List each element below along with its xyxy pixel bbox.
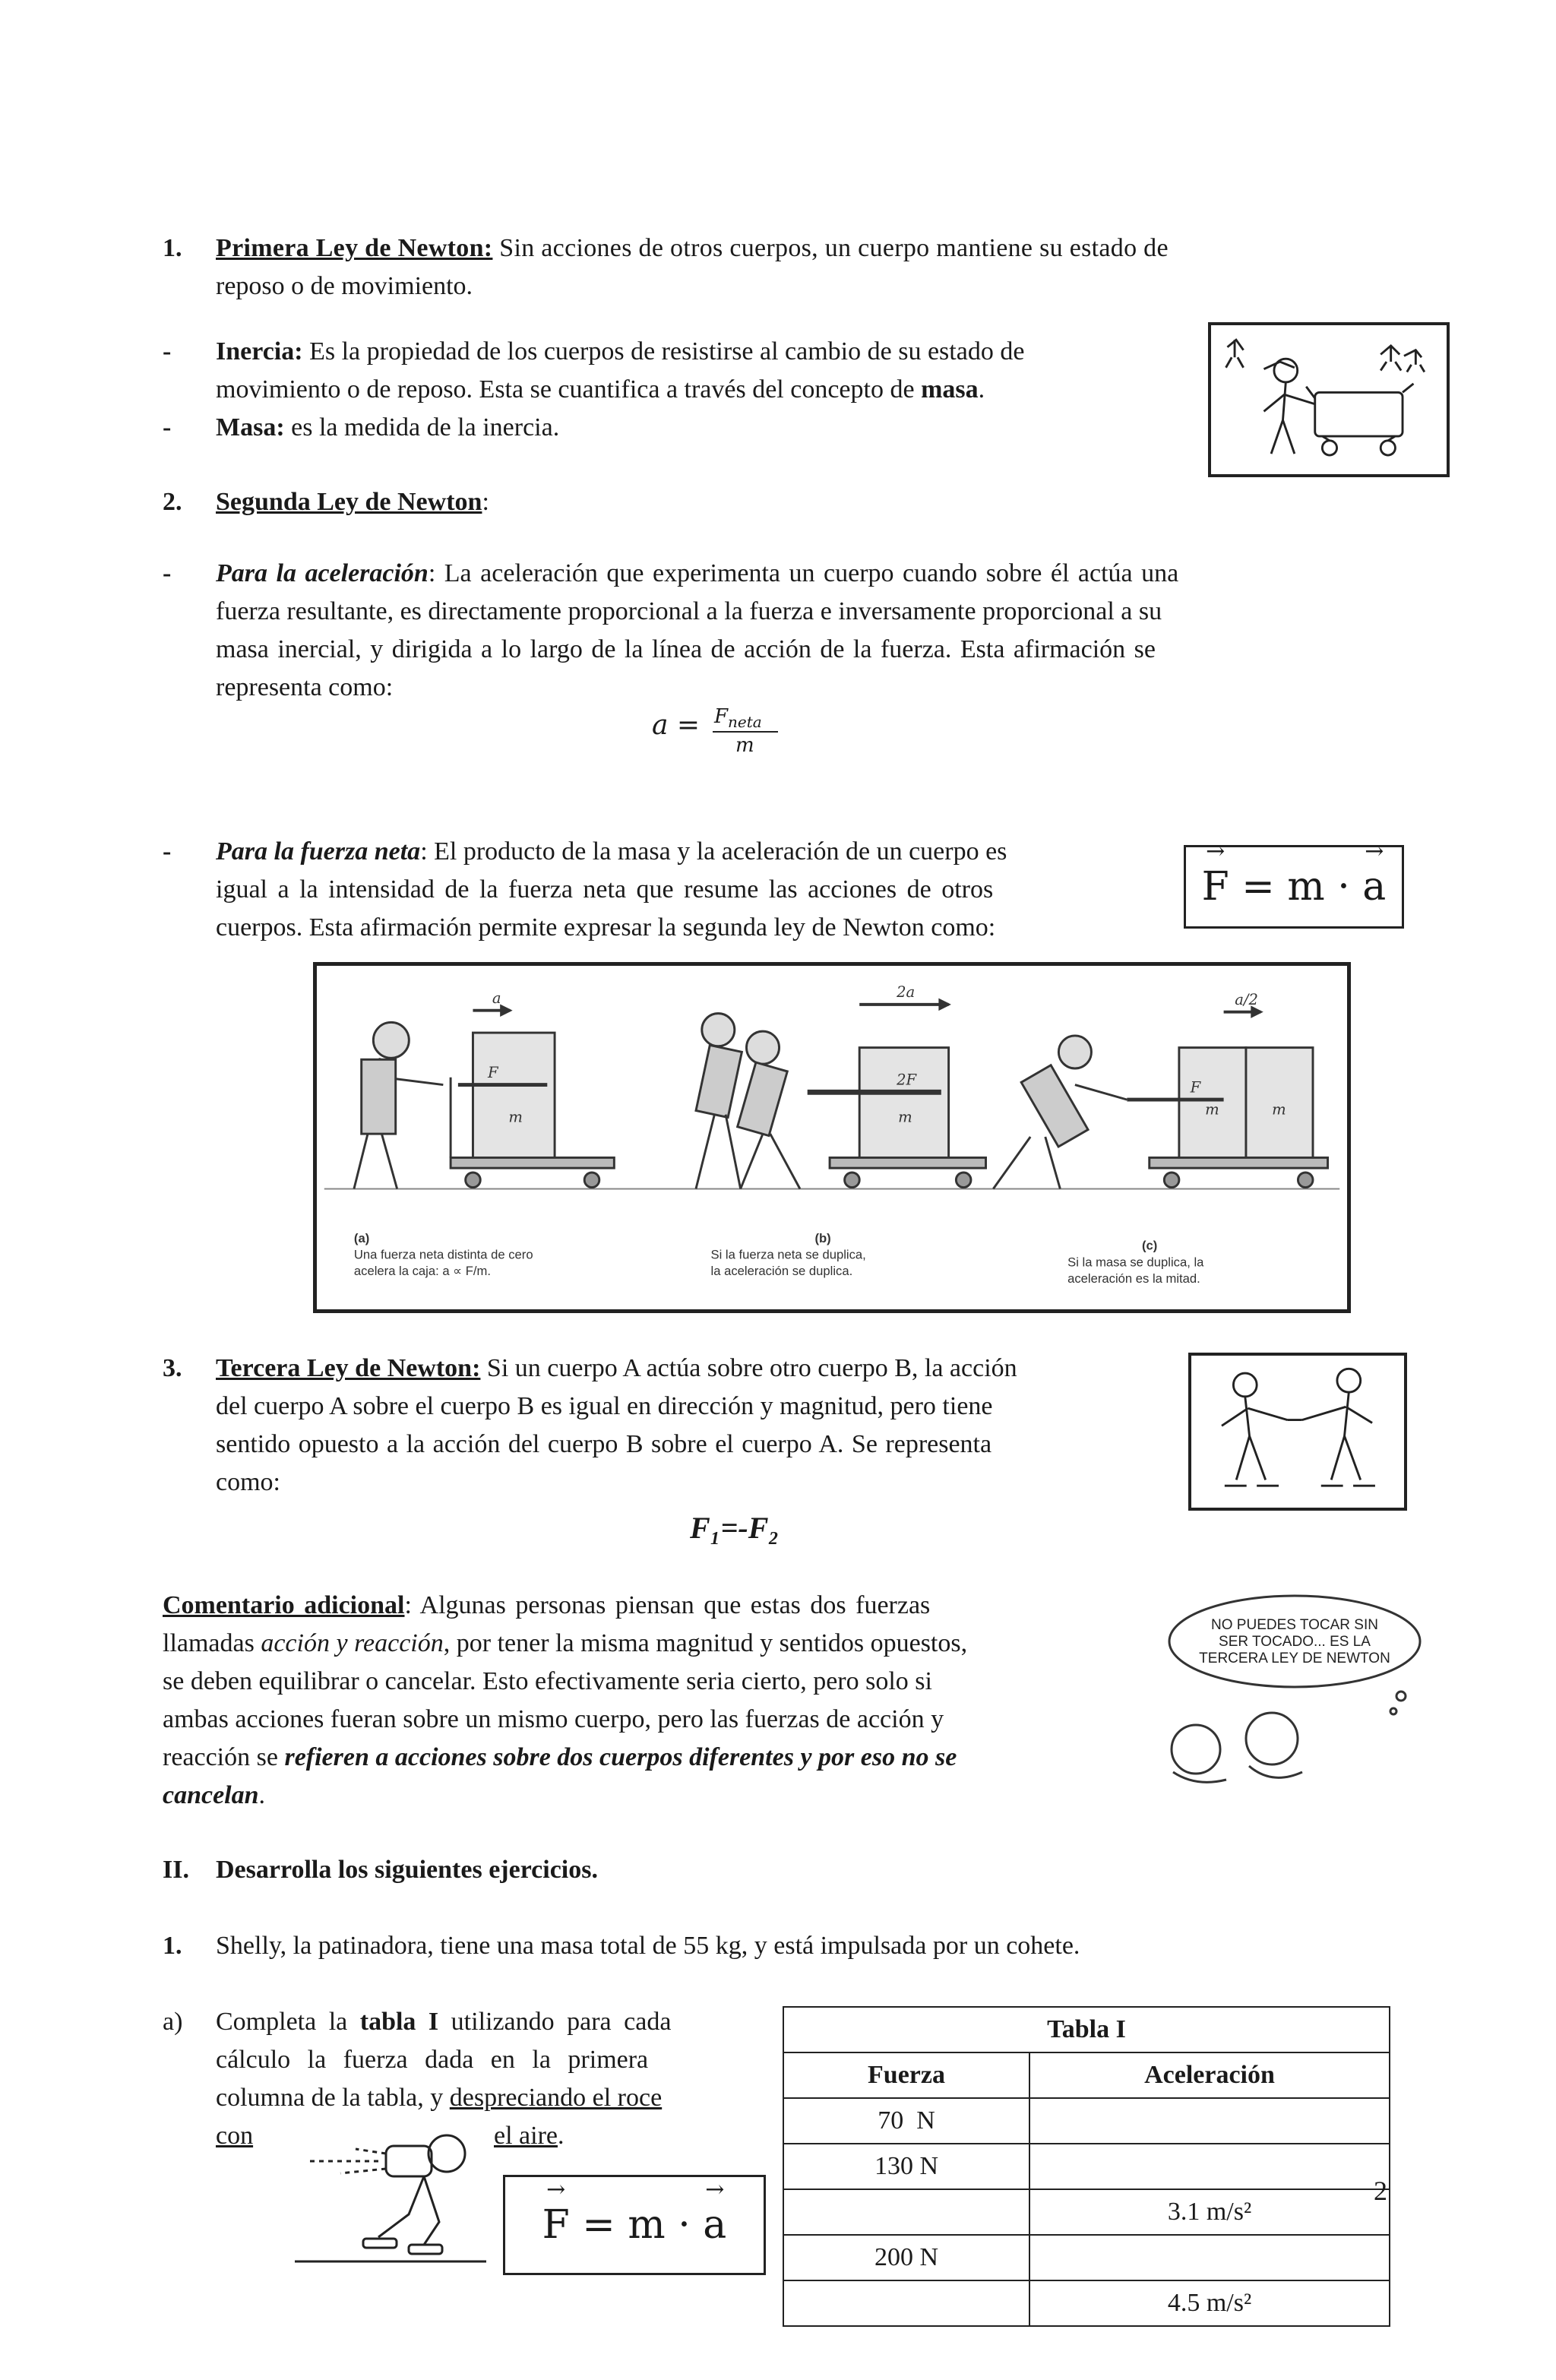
tabla-i-bold: tabla I [359,2008,439,2036]
masa-bold: masa [921,375,979,404]
acel-line3: masa inercial, y dirigida a lo largo de la línea de acción de la fuerza. Esta afirmación se [216,635,1156,663]
acel-label: Para la aceleración [216,559,429,587]
inercia-text: Es la propiedad de los cuerpos de resistirse al cambio de su estado de [302,337,1025,366]
section-3-line1 [216,1350,1017,1388]
fneta-line1 [216,833,1007,871]
tabla-i [783,2006,1390,2327]
comentario-text-2a: llamadas [163,1629,261,1657]
mass-label-c1: m [1205,1100,1219,1119]
table-cell-fuerza[interactable] [783,2189,1029,2235]
arrow-label-a: a [492,989,501,1007]
ex-a-text-1b: utilizando para cada [438,2008,672,2036]
section-number: 1. [163,234,182,262]
section-1-text-line2: reposo o de movimiento. [216,272,473,300]
formula-numerator [714,705,762,731]
panel-label-a: (a) [353,1230,370,1245]
bullet-dash: - [163,413,172,442]
caption-c-line2: aceleración es la mitad. [1067,1271,1200,1286]
exercise-number: 1. [163,1932,182,1960]
force-label-b: 2F [897,1071,917,1089]
section-1-title: Primera Ley de Newton: [216,234,493,262]
section-ii-title: Desarrolla los siguientes ejercicios. [216,1856,598,1884]
inercia-label: Inercia: [216,337,303,366]
table-row [783,2235,1390,2280]
bullet-dash: - [163,337,172,366]
exercise-a-line2: cálculo la fuerza dada en la primera [216,2046,649,2074]
rocket-skater-illustration [295,2123,486,2266]
caption-b-line1: Si la fuerza neta se duplica, [710,1247,866,1262]
table-cell-fuerza: 200 N [783,2235,1029,2280]
comentario-line3: se deben equilibrar o cancelar. Esto efectivamente seria cierto, pero solo si [163,1667,932,1695]
acel-line2: fuerza resultante, es directamente proporcional a la fuerza e inversamente proporcional a su [216,597,1162,625]
mass-label-c2: m [1272,1100,1286,1119]
exercise-1-text: Shelly, la patinadora, tiene una masa total de 55 kg, y está impulsada por un cohete. [216,1932,1080,1960]
subexercise-label: a) [163,2008,183,2036]
inertia-cart-illustration [1208,322,1450,477]
table-cell-fuerza[interactable] [783,2280,1029,2326]
ex-a-con: con [216,2122,254,2150]
force-label-c: F [1190,1078,1201,1097]
section-1-line [216,229,1390,267]
table-header-fuerza: Fuerza [783,2052,1029,2098]
page-number: 2 [1374,2176,1387,2206]
fraction-bar [713,731,778,733]
fneta-line2: igual a la intensidad de la fuerza neta que resume las acciones de otros [216,875,994,904]
cart-pushing-figure [317,966,1347,1309]
comentario-bold-italic: refieren a acciones sobre dos cuerpos diferentes y por eso no se [284,1743,957,1771]
table-cell-aceleracion[interactable] [1029,2235,1390,2280]
comentario-text-1: : Algunas personas piensan que estas dos fuerzas [404,1591,931,1619]
comentario-text-2b: , por tener la misma magnitud y sentidos opuestos, [443,1629,968,1657]
cartoon-illustration [1143,1590,1425,1787]
caption-c-line1: Si la masa se duplica, la [1067,1255,1204,1270]
acceleration-vector-2: → a [703,2202,726,2248]
section-3-line3: sentido opuesto a la acción del cuerpo B sobre el cuerpo A. Se representa [216,1430,992,1458]
masa-line [216,409,559,447]
two-skaters-icon [1191,1356,1404,1508]
force-label-a: F [488,1063,498,1081]
comentario-line6 [163,1777,265,1815]
bubble-line3: TERCERA LEY DE NEWTON [1199,1650,1390,1666]
acel-line4: representa como: [216,673,394,701]
section-number: 3. [163,1354,182,1382]
exercise-a-line3 [216,2079,662,2117]
masa-label: Masa: [216,413,285,442]
table-cell-fuerza: 70 N [783,2098,1029,2144]
table-row [783,2280,1390,2326]
comentario-line4: ambas acciones fueran sobre un mismo cuerpo, pero las fuerzas de acción y [163,1705,944,1733]
formula-sub: neta [728,713,762,732]
second-law-illustration [313,962,1351,1313]
table-cell-aceleracion: 3.1 m/s² [1029,2189,1390,2235]
speech-bubble-cartoon [1143,1590,1425,1787]
bullet-dash: - [163,837,172,866]
inercia-text-2: movimiento o de reposo. Esta se cuantifica a través del concepto de [216,375,922,404]
bubble-line1: NO PUEDES TOCAR SIN [1211,1617,1378,1633]
newton-formula-box [1184,845,1404,929]
ex-a-period: . [558,2122,565,2150]
section-2-colon: : [482,488,489,516]
ex-a-line4-end [494,2117,565,2155]
table-row [783,2144,1390,2189]
formula-f: F [714,705,729,728]
section-2-heading [216,483,489,521]
acel-line1 [216,555,1178,593]
inercia-line1 [216,333,1024,371]
mass-label-a: m [508,1108,523,1126]
inercia-line2 [216,371,985,409]
cart-boy-icon [1211,325,1447,474]
fneta-label: Para la fuerza neta [216,837,421,866]
acel-text-1: : La aceleración que experimenta un cuerpo cuando sobre él actúa una [428,559,1179,587]
fneta-line3: cuerpos. Esta afirmación permite expresar la segunda ley de Newton como: [216,913,996,942]
table-row [783,2098,1390,2144]
table-cell-aceleracion[interactable] [1029,2144,1390,2189]
table-title: Tabla I [783,2007,1390,2052]
acceleration-vector: → a [1362,864,1386,910]
ex-a-text-3a: columna de la tabla, y [216,2084,450,2112]
rocket-skater-icon [295,2123,486,2266]
section-3-title: Tercera Ley de Newton: [216,1354,481,1382]
bubble-line2: SER TOCADO... ES LA [1219,1634,1371,1650]
table-row [783,2189,1390,2235]
comentario-line5 [163,1739,957,1777]
comentario-period: . [258,1781,266,1809]
force-vector: → F [1202,864,1229,910]
mass-label-b: m [898,1108,912,1126]
cancelan-bold-italic: cancelan [163,1781,259,1809]
section-1-text: Sin acciones de otros cuerpos, un cuerpo mantiene su estado de [492,234,1169,262]
section-number: 2. [163,488,182,516]
formula-equals-2: = m · [569,2202,704,2248]
el-aire-underlined: el aire [494,2122,558,2150]
section-3-line2: del cuerpo A sobre el cuerpo B es igual en dirección y magnitud, pero tiene [216,1392,993,1420]
caption-a-line1: Una fuerza neta distinta de cero [353,1247,533,1262]
comentario-line2 [163,1625,967,1663]
formula-equals: = m · [1229,864,1363,910]
skaters-illustration [1188,1353,1407,1511]
masa-text: es la medida de la inercia. [284,413,560,442]
exercise-a-line1 [216,2003,671,2041]
force-vector-2: → F [542,2202,570,2248]
caption-b-line2: la aceleración se duplica. [710,1263,853,1278]
accion-reaccion-italic: acción y reacción [261,1629,444,1657]
table-cell-aceleracion[interactable] [1029,2098,1390,2144]
panel-label-c: (c) [1141,1238,1158,1253]
arrow-label-b: 2a [897,983,916,1002]
arrow-label-c: a/2 [1235,990,1258,1008]
panel-label-b: (b) [814,1230,831,1245]
section-number: II. [163,1856,189,1884]
formula-denominator: m [735,734,754,757]
section-3-text-1: Si un cuerpo A actúa sobre otro cuerpo B, la acción [480,1354,1017,1382]
inercia-period: . [978,375,985,404]
comentario-text-5a: reacción se [163,1743,285,1771]
newton-formula-box-2 [503,2175,766,2275]
comentario-line1 [163,1587,930,1625]
despreciando-underlined: despreciando el roce [449,2084,663,2112]
section-3-line4: como: [216,1468,280,1496]
bullet-dash: - [163,559,172,587]
table-cell-aceleracion: 4.5 m/s² [1029,2280,1390,2326]
comentario-label: Comentario adicional [163,1591,405,1619]
ex-a-text-1a: Completa la [216,2008,360,2036]
table-header-aceleracion: Aceleración [1029,2052,1390,2098]
caption-a-line2: acelera la caja: a ∝ F/m. [353,1263,491,1278]
formula-lhs: a = [652,710,701,741]
third-law-formula: F₁=-F₂ [690,1511,780,1545]
section-2-title: Segunda Ley de Newton [216,488,482,516]
fneta-text-1: : El producto de la masa y la aceleración de un cuerpo es [420,837,1007,866]
table-cell-fuerza: 130 N [783,2144,1029,2189]
